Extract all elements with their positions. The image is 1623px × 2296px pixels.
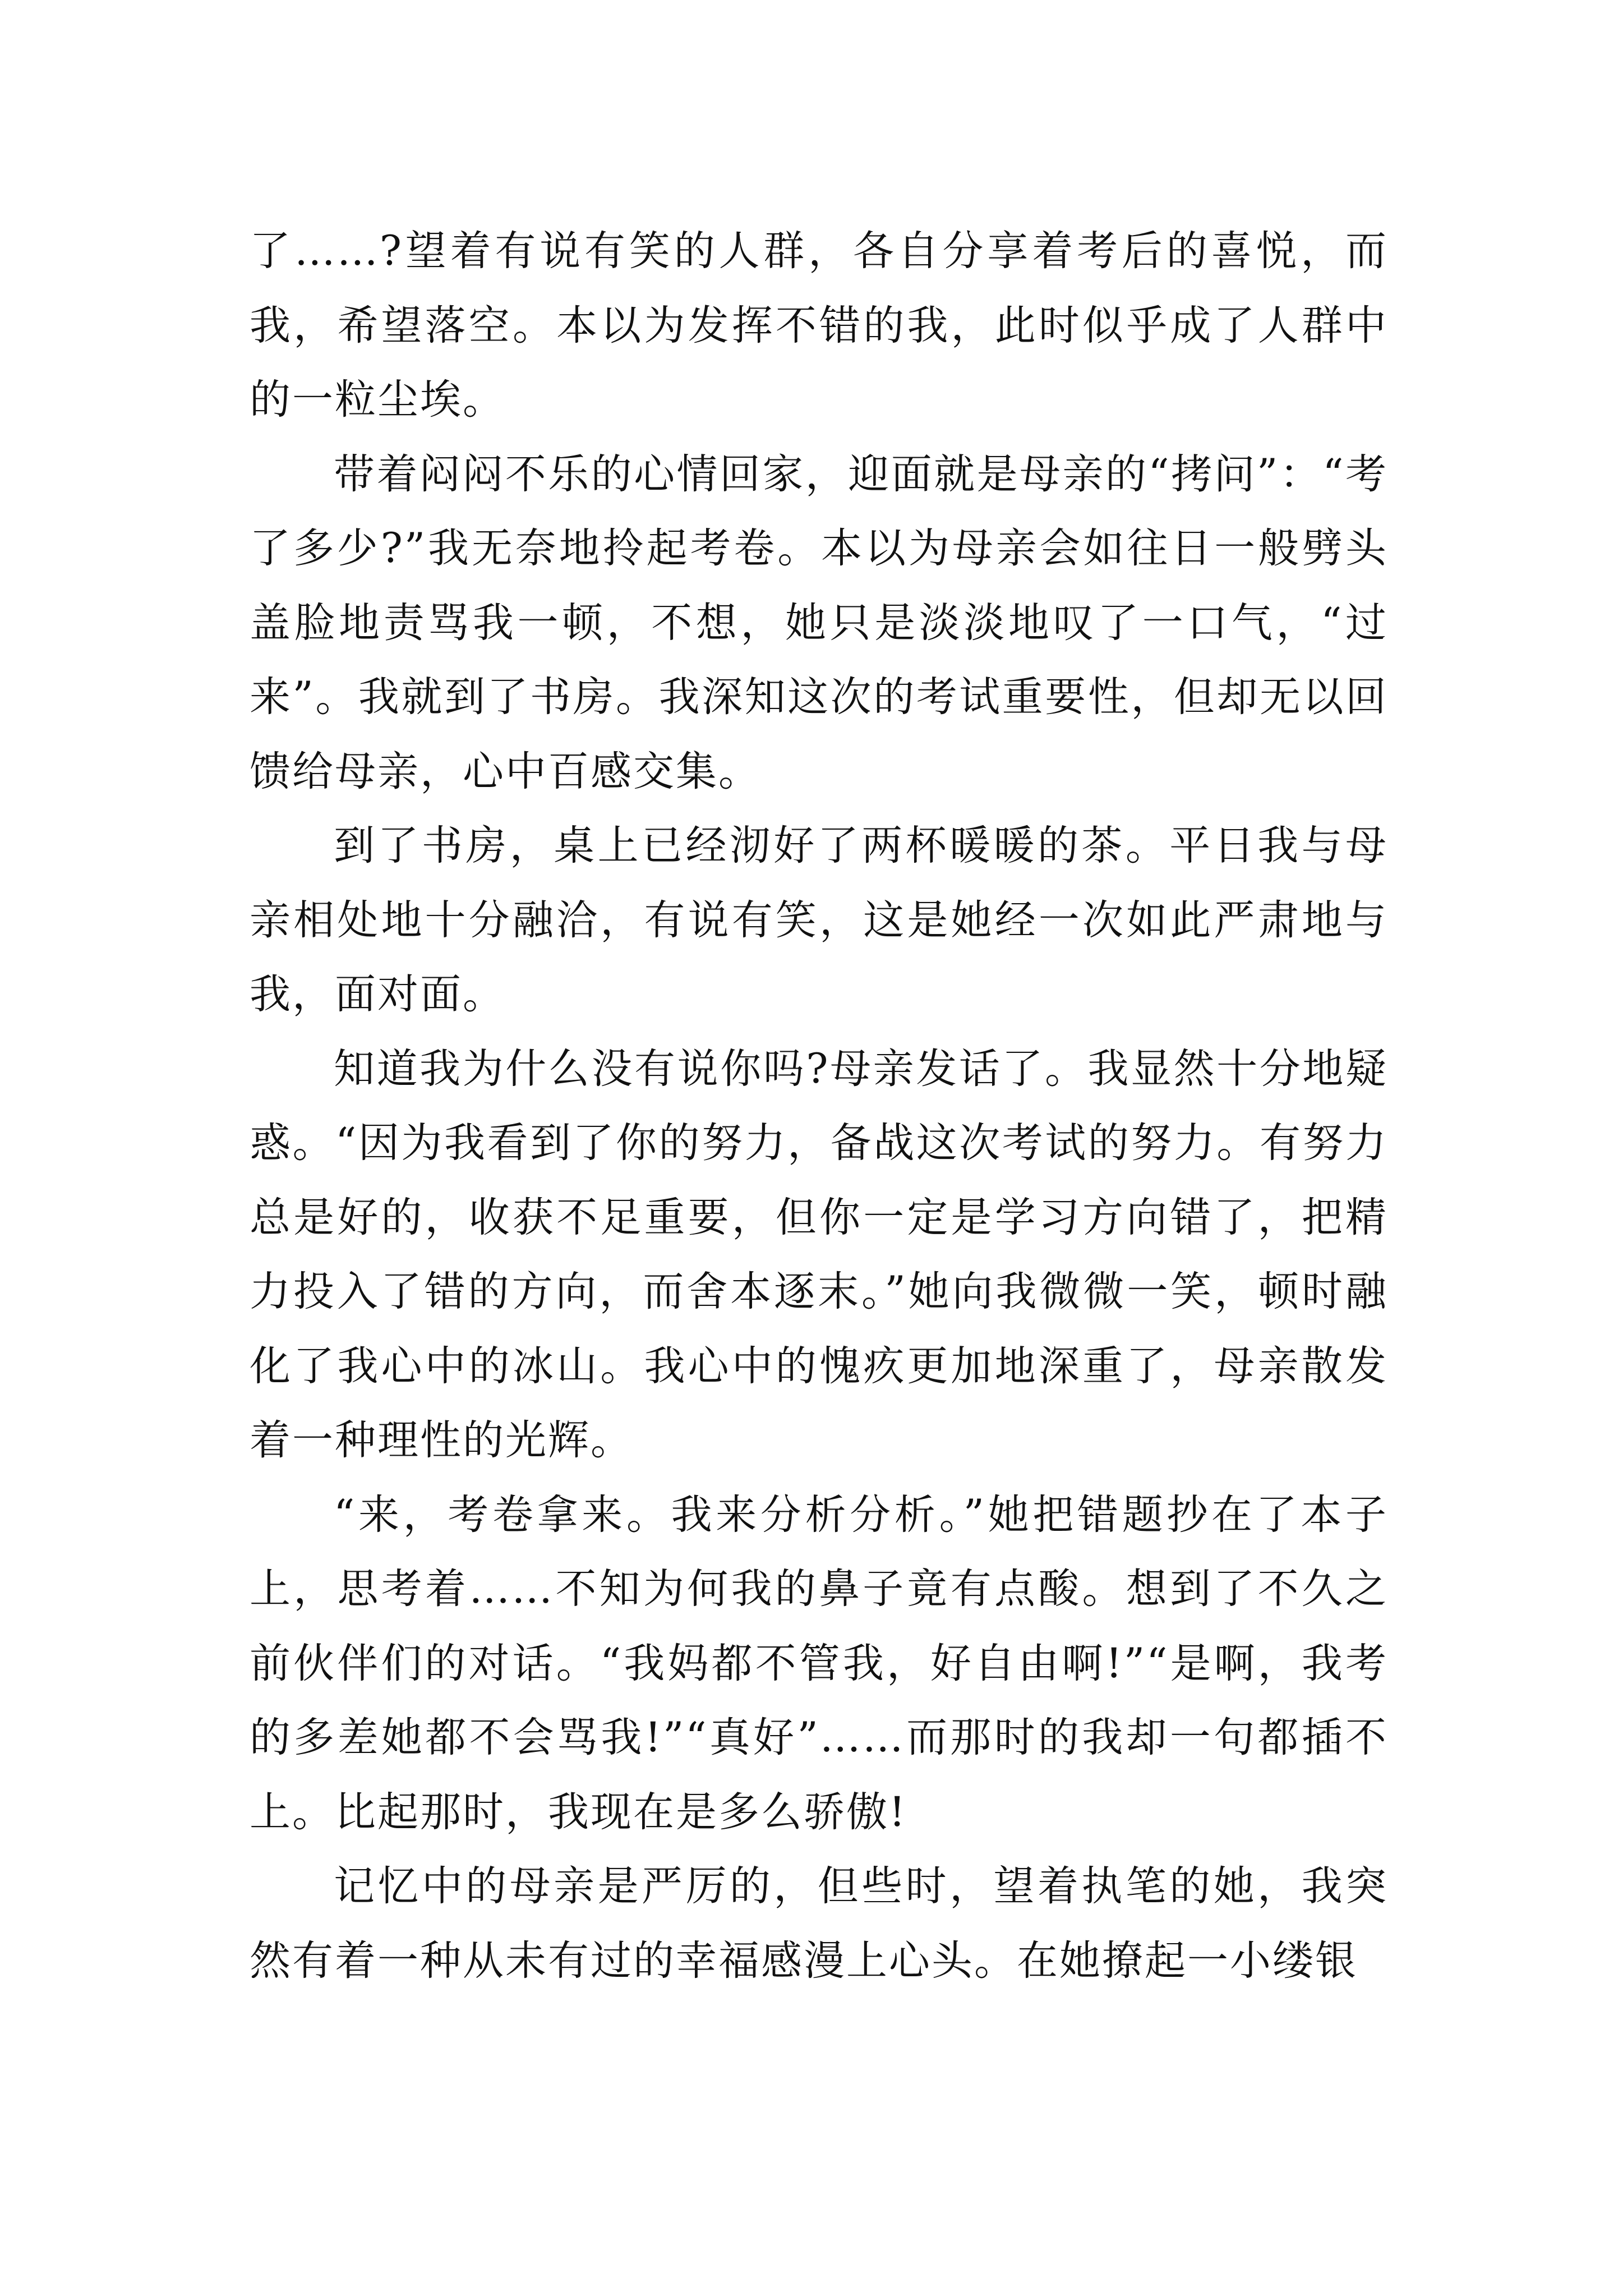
paragraph: 记忆中的母亲是严厉的，但些时，望着执笔的她，我突然有着一种从未有过的幸福感漫上心头。在她撩起一小缕银 bbox=[250, 1862, 1388, 1985]
paragraph: “来，考卷拿来。我来分析分析。”她把错题抄在了本子上，思考着……不知为何我的鼻子竟有点酸。想到了不久之前伙伴们的对话。“我妈都不管我，好自由啊!”“是啊，我考的多差她都不会骂我!”“真好”……而那时的我却一句都插不上。比起那时，我现在是多么骄傲! bbox=[250, 1490, 1388, 1836]
body-text bbox=[250, 214, 1388, 1998]
paragraph: 了……?望着有说有笑的人群，各自分享着考后的喜悦，而我，希望落空。本以为发挥不错的我，此时似乎成了人群中的一粒尘埃。 bbox=[250, 227, 1388, 424]
paragraph: 知道我为什么没有说你吗?母亲发话了。我显然十分地疑惑。“因为我看到了你的努力，备战这次考试的努力。有努力总是好的，收获不足重要，但你一定是学习方向错了，把精力投入了错的方向，而舍本逐末。”她向我微微一笑，顿时融化了我心中的冰山。我心中的愧疚更加地深重了，母亲散发着一种理性的光辉。 bbox=[250, 1045, 1388, 1464]
paragraph: 带着闷闷不乐的心情回家，迎面就是母亲的“拷问”：“考了多少?”我无奈地拎起考卷。本以为母亲会如往日一般劈头盖脸地责骂我一顿，不想，她只是淡淡地叹了一口气，“过来”。我就到了书房。我深知这次的考试重要性，但却无以回馈给母亲，心中百感交集。 bbox=[250, 450, 1388, 795]
paragraph: 到了书房，桌上已经沏好了两杯暖暖的茶。平日我与母亲相处地十分融洽，有说有笑，这是她经一次如此严肃地与我，面对面。 bbox=[250, 822, 1388, 1018]
